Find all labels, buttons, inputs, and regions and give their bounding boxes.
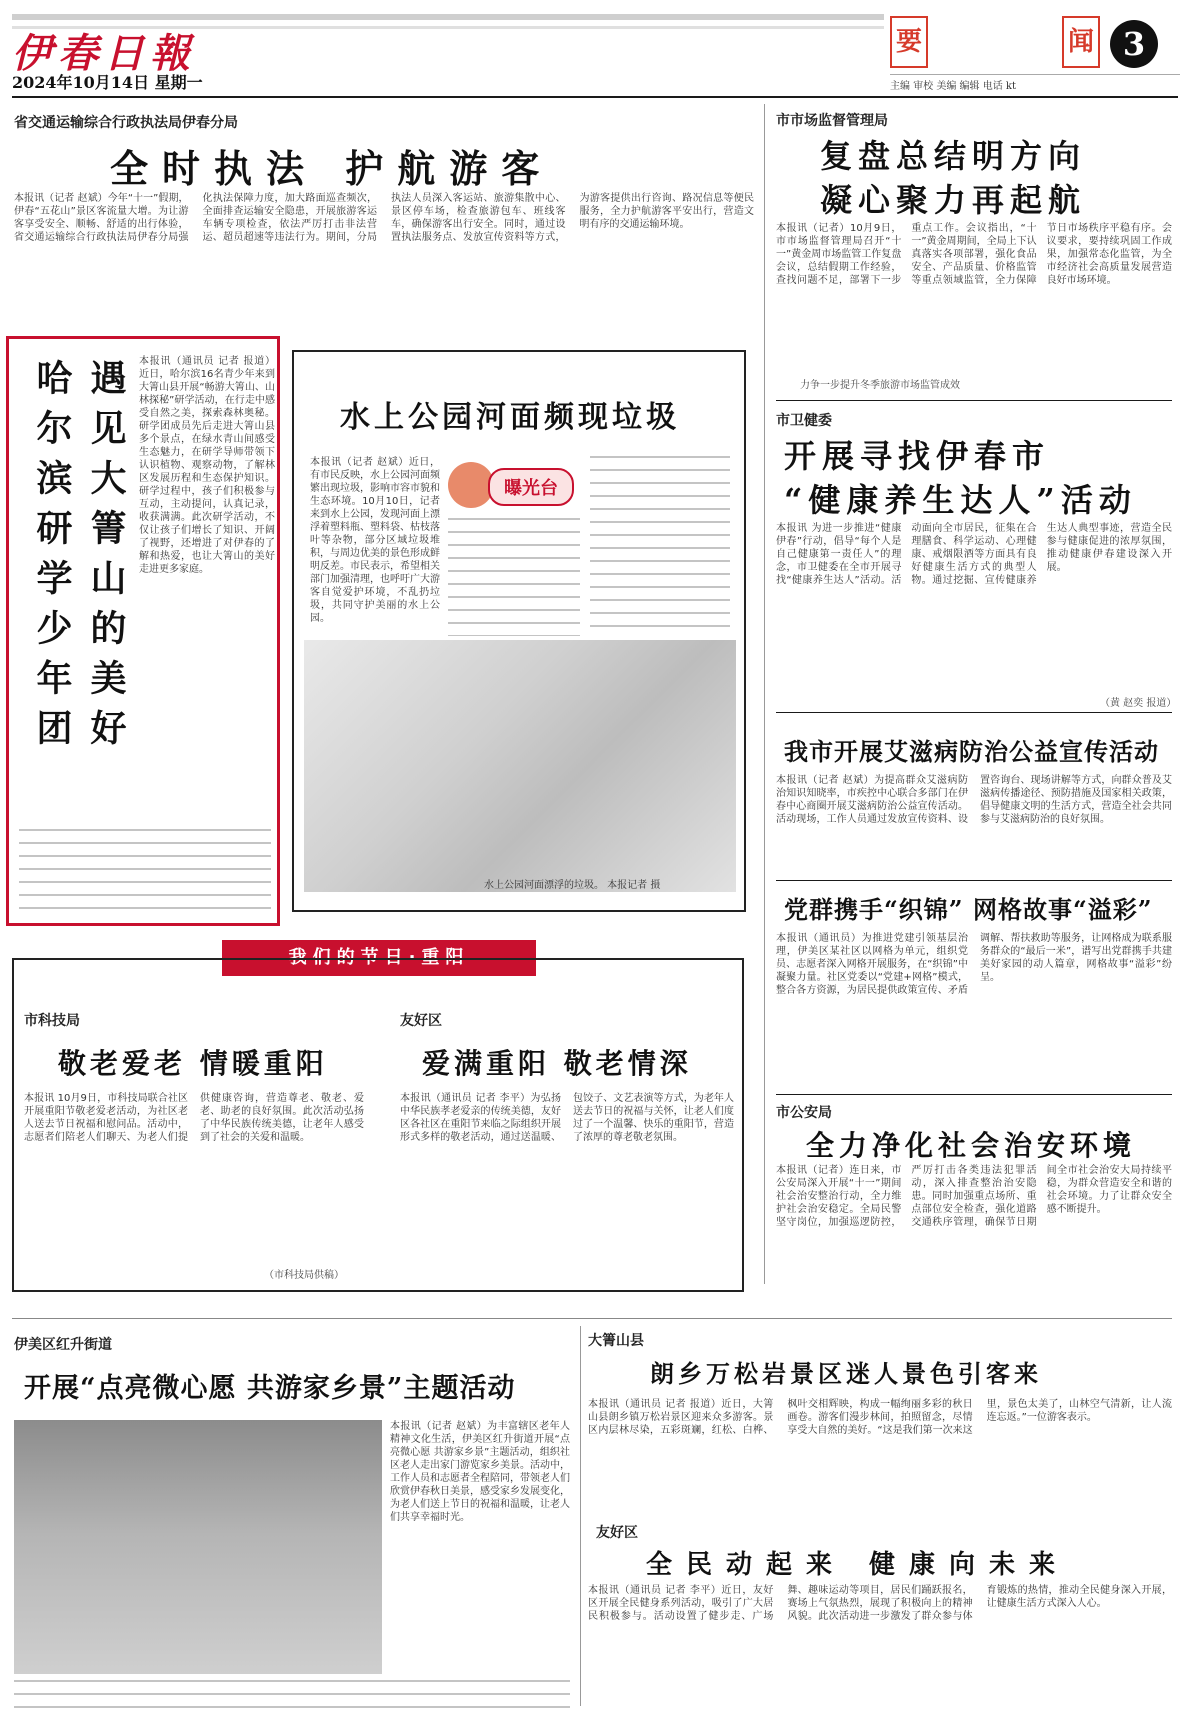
text-lines: [448, 518, 580, 636]
section-char-2: 闻: [1062, 16, 1100, 68]
article-kicker: 友好区: [596, 1525, 638, 1541]
article-body: 本报讯 10月9日，市科技局联合社区开展重阳节敬老爱老活动，为社区老人送去节日祝福和慰问品。活动中，志愿者们陪老人们聊天、为老人们提供健康咨询，营造尊老、敬老、爱老、助老的良好氛围。此次活动弘扬了中华民族传统美德，让老年人感受到了社会的关爱和温暖。: [24, 1093, 364, 1143]
article-byline: （市科技局供稿）: [264, 1270, 344, 1281]
article-divider: [776, 1094, 1172, 1095]
article-title[interactable]: 敬老爱老 情暖重阳: [58, 1047, 328, 1080]
article-title[interactable]: [784, 434, 1137, 522]
photo-caption: 水上公园河面漂浮的垃圾。 本报记者 摄: [484, 880, 661, 891]
editor-info: 主编 审校 美编 编辑 电话 kt: [890, 74, 1180, 92]
article-body: 本报讯（记者）连日来，市公安局深入开展“十一”期间社会治安整治行动，全力维护社会治安稳定。全局民警坚守岗位，加强巡逻防控，严厉打击各类违法犯罪活动，深入排查整治治安隐患。同时加强重点场所、重点部位安全检查，强化道路交通秩序管理，确保节日期间全市社会治安大局持续平稳，为群众营造安全和谐的社会环境。力了让群众安全感不断提升。: [776, 1165, 1172, 1228]
article-title[interactable]: 全力净化社会治安环境: [806, 1129, 1137, 1162]
masthead-divider: [12, 96, 1178, 98]
masthead-rule: [12, 14, 884, 20]
text-lines: [590, 456, 730, 636]
article-body: 本报讯（通讯员 记者 李平）近日，友好区开展全民健身系列活动，吸引了广大居民积极参与。活动设置了健步走、广场舞、趣味运动等项目，居民们踊跃报名，赛场上气氛热烈，展现了积极向上的精神风貌。此次活动进一步激发了群众参与体育锻炼的热情，推动全民健身深入开展，让健康生活方式深入人心。: [588, 1585, 1172, 1622]
article-kicker: 大箐山县: [588, 1333, 644, 1349]
title-line: 复盘总结明方向: [820, 137, 1087, 175]
newspaper-name: 伊春日報: [12, 30, 196, 77]
issue-date: 2024年10月14日 星期一: [12, 73, 203, 92]
river-trash-photo: [304, 640, 736, 892]
article-kicker: 友好区: [400, 1013, 442, 1029]
article-title[interactable]: 我市开展艾滋病防治公益宣传活动: [784, 737, 1159, 766]
article-divider: [776, 712, 1172, 713]
article-body: 本报讯（记者 赵斌）近日，有市民反映，水上公园河面频繁出现垃圾，影响市容市貌和生态环境。10月10日，记者来到水上公园，发现河面上漂浮着塑料瓶、塑料袋、枯枝落叶等杂物，部分区域垃圾堆积，与周边优美的景色形成鲜明反差。市民表示，希望相关部门加强清理，也呼吁广大游客自觉爱护环境，不乱扔垃圾，共同守护美丽的水上公园。: [310, 457, 440, 624]
article-title[interactable]: 全时执法 护航游客: [110, 146, 554, 191]
article-byline: 力争一步提升冬季旅游市场监管成效: [800, 380, 960, 391]
article-title[interactable]: 全民动起来 健康向未来: [646, 1550, 1070, 1580]
column-rule: [764, 104, 765, 1284]
feature-frame: [12, 958, 744, 1292]
article-body: 本报讯（通讯员 记者 报道）近日，哈尔滨16名青少年来到大箐山县开展“畅游大箐山、山林探秘”研学活动，在行走中感受自然之美，探索森林奥秘。研学团成员先后走进大箐山县多个景点，在绿水青山间感受生态魅力，在研学导师带领下认识植物、观察动物，了解林区发展历程和生态保护知识。研学过程中，孩子们积极参与互动，主动提问，认真记录，收获满满。此次研学活动，不仅让孩子们增长了知识、开阔了视野，还增进了对伊春的了解和热爱，也让大箐山的美好走进更多家庭。: [139, 356, 275, 575]
article-body: 本报讯（通讯员 记者 李平）为弘扬中华民族孝老爱亲的传统美德，友好区各社区在重阳节来临之际组织开展形式多样的敬老活动，通过送温暖、包饺子、文艺表演等方式，为老年人送去节日的祝福与关怀，让老人们度过了一个温馨、快乐的重阳节，营造了浓厚的尊老敬老氛围。: [400, 1093, 734, 1143]
article-title[interactable]: [25, 359, 133, 799]
section-divider: [12, 1318, 1172, 1319]
article-kicker: 市科技局: [24, 1013, 80, 1029]
title-line: “健康养生达人”活动: [784, 481, 1137, 519]
text-lines: [14, 1680, 570, 1708]
elderly-group-photo: [14, 1420, 382, 1674]
article-title[interactable]: 爱满重阳 敬老情深: [422, 1047, 692, 1080]
article-title[interactable]: 水上公园河面频现垃圾: [340, 400, 680, 435]
article-divider: [776, 400, 1172, 401]
article-body: 本报讯 为进一步推进“健康伊春”行动，倡导“每个人是自己健康第一责任人”的理念，市卫健委在全市开展寻找“健康养生达人”活动。活动面向全市居民，征集在合理膳食、科学运动、心理健康、戒烟限酒等方面具有良好健康生活方式的典型人物。通过挖掘、宣传健康养生达人典型事迹，营造全民参与健康促进的浓厚氛围，推动健康伊春建设深入开展。: [776, 523, 1172, 586]
article-byline: （黄 赵奕 报道）: [1100, 698, 1177, 709]
article-title[interactable]: 开展“点亮微心愿 共游家乡景”主题活动: [24, 1373, 516, 1404]
title-line: 开展寻找伊春市: [784, 437, 1051, 475]
article-body: 本报讯（记者 赵斌）为提高群众艾滋病防治知识知晓率，市疾控中心联合多部门在伊春中心商圈开展艾滋病防治公益宣传活动。活动现场，工作人员通过发放宣传资料、设置咨询台、现场讲解等方式，向群众普及艾滋病传播途径、预防措施及国家相关政策，倡导健康文明的生活方式，营造全社会共同参与艾滋病防治的良好氛围。: [776, 775, 1172, 825]
title-line: 凝心聚力再起航: [820, 181, 1087, 219]
article-title[interactable]: [820, 134, 1086, 222]
text-lines: [19, 829, 271, 917]
title-line: 遇见大箐山的美好: [85, 359, 127, 759]
exposure-badge: 曝光台: [488, 468, 574, 506]
article-kicker: 省交通运输综合行政执法局伊春分局: [14, 115, 238, 131]
article-body: 本报讯（记者 赵斌）今年“十一”假期，伊春“五花山”景区客流量大增。为让游客享受安全、顺畅、舒适的出行体验，省交通运输综合行政执法局伊春分局强化执法保障力度，加大路面巡查频次，全面排查运输安全隐患，开展旅游客运车辆专项检查，依法严厉打击非法营运、超员超速等违法行为。期间，分局执法人员深入客运站、旅游集散中心、景区停车场，检查旅游包车、班线客车，确保游客出行安全。同时，通过设置执法服务点、发放宣传资料等方式，为游客提供出行咨询、路况信息等便民服务，全力护航游客平安出行，营造文明有序的交通运输环境。: [14, 193, 754, 243]
article-body: 本报讯（通讯员）为推进党建引领基层治理，伊美区某社区以网格为单元，组织党员、志愿者深入网格开展服务，在“织锦”中凝聚力量。社区党委以“党建+网格”模式，整合各方资源，为居民提供政策宣传、矛盾调解、帮扶救助等服务，让网格成为联系服务群众的“最后一米”，谱写出党群携手共建美好家园的动人篇章，网格故事“溢彩”纷呈。: [776, 933, 1172, 996]
article-divider: [776, 880, 1172, 881]
article-body: 本报讯（记者 赵斌）为丰富辖区老年人精神文化生活，伊美区红升街道开展“点亮微心愿 共游家乡景”主题活动，组织社区老人走出家门游览家乡美景。活动中，工作人员和志愿者全程陪同，带领老人们欣赏伊春秋日美景，感受家乡发展变化，为老人们送上节日的祝福和温暖，让老人们共享幸福时光。: [390, 1421, 570, 1523]
article-kicker: 伊美区红升街道: [14, 1337, 112, 1353]
article-body: 本报讯（记者）10月9日，市市场监督管理局召开“十一”黄金周市场监管工作复盘会议，总结假期工作经验，查找问题不足，部署下一步重点工作。会议指出，“十一”黄金周期间，全局上下认真落实各项部署，强化食品安全、产品质量、价格监管等重点领域监管，全力保障节日市场秩序平稳有序。会议要求，要持续巩固工作成果，加强常态化监管，为全市经济社会高质量发展营造良好市场环境。: [776, 223, 1172, 286]
section-char-1: 要: [890, 16, 928, 68]
article-frame: [6, 336, 280, 926]
column-rule: [580, 1326, 581, 1706]
article-kicker: 市市场监督管理局: [776, 113, 888, 129]
title-line: 哈尔滨研学少年团: [31, 359, 73, 759]
article-frame: [292, 350, 746, 912]
article-title[interactable]: 党群携手“织锦” 网格故事“溢彩”: [784, 895, 1153, 924]
article-body: 本报讯（通讯员 记者 报道）近日，大箐山县朗乡镇万松岩景区迎来众多游客。景区内层林尽染，五彩斑斓，红松、白桦、枫叶交相辉映，构成一幅绚丽多彩的秋日画卷。游客们漫步林间，拍照留念，尽情享受大自然的美好。“这是我们第一次来这里，景色太美了，山林空气清新，让人流连忘返。”一位游客表示。: [588, 1399, 1172, 1436]
festival-banner: 我们的节日·重阳: [222, 940, 536, 976]
article-kicker: 市公安局: [776, 1105, 832, 1121]
page-number: 3: [1110, 20, 1158, 68]
article-title[interactable]: 朗乡万松岩景区迷人景色引客来: [650, 1359, 1042, 1388]
article-kicker: 市卫健委: [776, 413, 832, 429]
